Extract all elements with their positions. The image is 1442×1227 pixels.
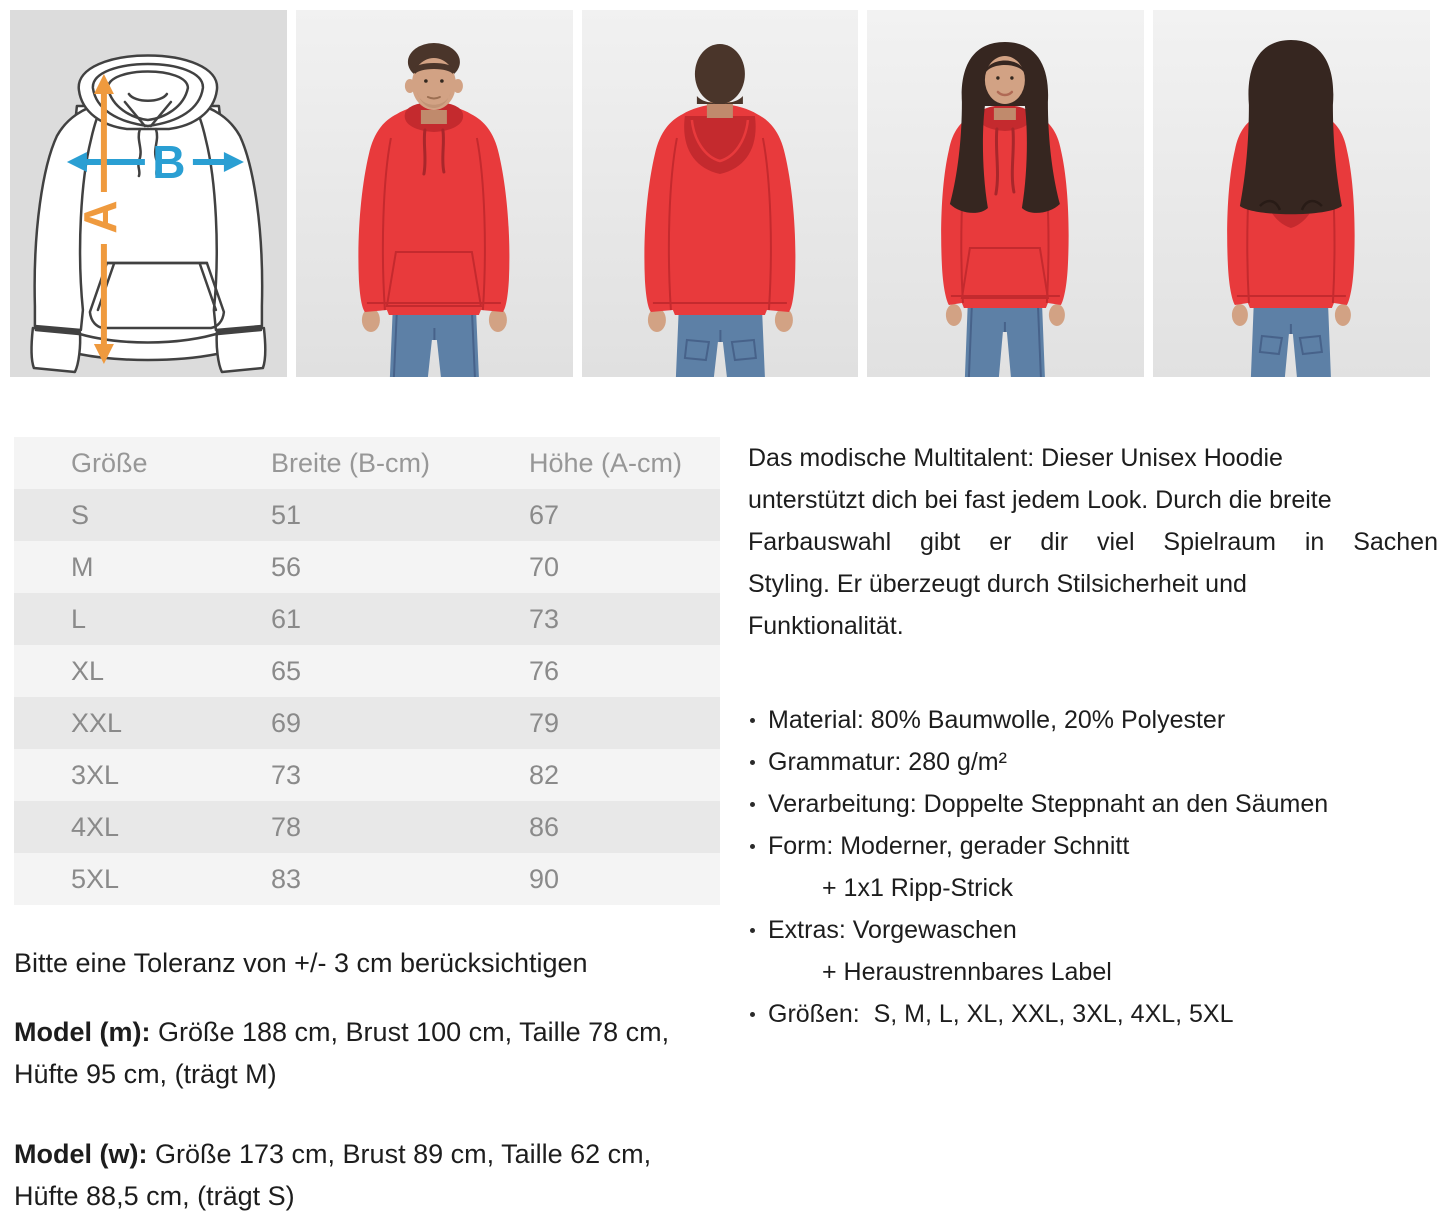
model-m-label: Model (m):	[14, 1017, 151, 1047]
description-line: Styling. Er überzeugt durch Stilsicherheit und	[748, 570, 1247, 598]
width-column-header: Breite (B-cm)	[214, 437, 472, 489]
bullet-icon	[750, 844, 755, 849]
model-w-note	[14, 1133, 709, 1217]
model-m-text: Größe 188 cm, Brust 100 cm, Taille 78 cm, Hüfte 95 cm, (trägt M)	[14, 1017, 670, 1089]
feature-item-grammatur: Grammatur: 280 g/m²	[748, 741, 1438, 783]
bullet-icon	[750, 802, 755, 807]
product-info-section	[14, 437, 1438, 1217]
size-table	[14, 437, 720, 905]
woman-front-illustration	[867, 10, 1144, 377]
bullet-icon	[750, 760, 755, 765]
photo-woman-front	[867, 10, 1144, 377]
man-back-illustration	[582, 10, 859, 377]
tolerance-note: Bitte eine Toleranz von +/- 3 cm berücksichtigen	[14, 948, 588, 978]
size-row: XXL 69 79	[14, 697, 720, 749]
size-row: 4XL 78 86	[14, 801, 720, 853]
feature-item-material: Material: 80% Baumwolle, 20% Polyester	[748, 699, 1438, 741]
description-line: unterstützt dich bei fast jedem Look. Durch die breite	[748, 486, 1332, 514]
product-images-row	[10, 10, 1430, 377]
size-row: 3XL 73 82	[14, 749, 720, 801]
description-line: Funktionalität.	[748, 612, 904, 640]
size-info-column	[14, 437, 720, 1217]
product-description	[748, 437, 1438, 647]
size-row: XL 65 76	[14, 645, 720, 697]
product-detail-page	[0, 10, 1442, 1227]
feature-item-form: Form: Moderner, gerader Schnitt	[748, 825, 1438, 867]
woman-back-illustration	[1153, 10, 1430, 377]
photo-woman-back	[1153, 10, 1430, 377]
size-row: 5XL 83 90	[14, 853, 720, 905]
description-line: Farbauswahl gibt er dir viel Spielraum in Sachen	[748, 528, 1438, 556]
size-column-header: Größe	[14, 437, 214, 489]
size-row: S 51 67	[14, 489, 720, 541]
model-w-text: Größe 173 cm, Brust 89 cm, Taille 62 cm, Hüfte 88,5 cm, (trägt S)	[14, 1139, 652, 1211]
size-row: L 61 73	[14, 593, 720, 645]
photo-man-front	[296, 10, 573, 377]
size-row: M 56 70	[14, 541, 720, 593]
feature-item-form-sub: + 1x1 Ripp-Strick	[822, 874, 1014, 902]
photo-man-back	[582, 10, 859, 377]
feature-item-extras: Extras: Vorgewaschen	[748, 909, 1438, 951]
model-m-note	[14, 1011, 709, 1095]
feature-item-groessen: Größen: S, M, L, XL, XXL, 3XL, 4XL, 5XL	[748, 993, 1438, 1035]
height-column-header: Höhe (A-cm)	[472, 437, 720, 489]
bullet-icon	[750, 1012, 755, 1017]
feature-item-extras-sub: + Heraustrennbares Label	[822, 958, 1112, 986]
bullet-icon	[750, 928, 755, 933]
description-column	[748, 437, 1438, 1217]
size-table-header-row	[14, 437, 720, 489]
feature-item-verarbeitung: Verarbeitung: Doppelte Steppnaht an den Säumen	[748, 783, 1438, 825]
model-w-label: Model (w):	[14, 1139, 148, 1169]
hoodie-measure-diagram	[10, 10, 287, 377]
description-line: Das modische Multitalent: Dieser Unisex Hoodie	[748, 444, 1283, 472]
feature-list	[748, 699, 1438, 1035]
height-label: A	[74, 200, 127, 234]
man-front-illustration	[296, 10, 573, 377]
size-diagram-image	[10, 10, 287, 377]
bullet-icon	[750, 718, 755, 723]
width-label: B	[152, 136, 186, 188]
